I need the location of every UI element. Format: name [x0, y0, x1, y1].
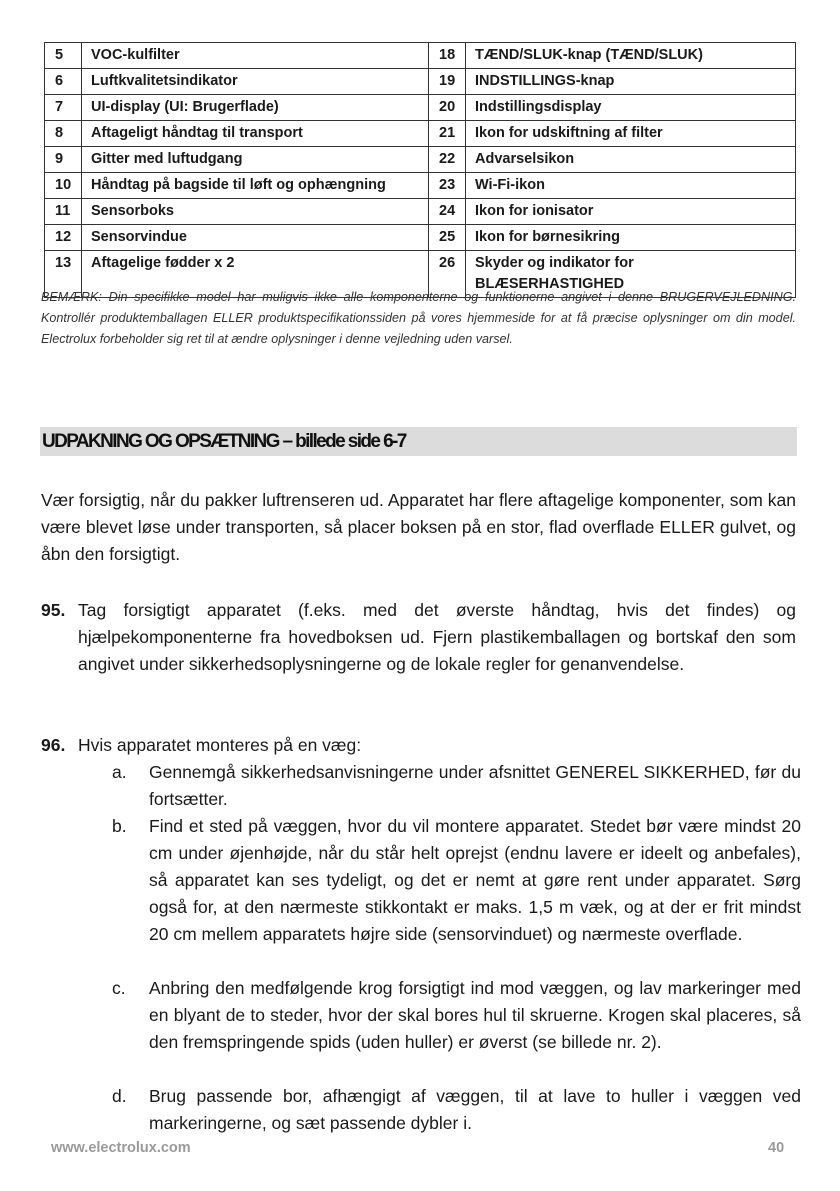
part-number: 21 — [429, 121, 466, 147]
footer-website: www.electrolux.com — [51, 1140, 191, 1156]
part-label: Indstillingsdisplay — [466, 95, 796, 121]
part-label: Wi-Fi-ikon — [466, 173, 796, 199]
part-label: Sensorvindue — [82, 225, 429, 251]
sub-item-text: Gennemgå sikkerhedsanvisningerne under afsnittet GENEREL SIKKERHED, før du fortsætter. — [149, 762, 801, 809]
part-number: 10 — [45, 173, 82, 199]
part-label: Skyder og indikator for BLÆSERHASTIGHED — [466, 251, 796, 298]
part-number: 9 — [45, 147, 82, 173]
part-label: Advarselsikon — [466, 147, 796, 173]
part-number: 6 — [45, 69, 82, 95]
table-row — [45, 147, 796, 173]
table-row — [45, 121, 796, 147]
sub-item-letter: c. — [112, 978, 126, 998]
part-number: 18 — [429, 43, 466, 69]
sub-item-letter: d. — [112, 1086, 127, 1106]
part-label: Gitter med luftudgang — [82, 147, 429, 173]
part-number: 24 — [429, 199, 466, 225]
part-label: UI-display (UI: Brugerflade) — [82, 95, 429, 121]
sub-item-text: Find et sted på væggen, hvor du vil montere apparatet. Stedet bør være mindst 20 cm under øjenhøjde, når du står helt oprejst (endnu lavere er ideelt og anbefales), så apparatet kan ses tydeligt, og det er nemt at gøre rent under apparatet. Sørg også for, at den nærmeste stikkontakt er maks. 1,5 m væk, og at der er frit mindst 20 cm mellem apparatets højre side (sensorvinduet) og nærmeste overflade. — [149, 816, 801, 944]
table-row — [45, 199, 796, 225]
step-96 — [41, 732, 796, 759]
part-number: 20 — [429, 95, 466, 121]
part-number: 12 — [45, 225, 82, 251]
part-number: 5 — [45, 43, 82, 69]
sub-item-c — [112, 975, 801, 1056]
part-label: Aftageligt håndtag til transport — [82, 121, 429, 147]
part-number: 25 — [429, 225, 466, 251]
sub-item-letter: a. — [112, 762, 127, 782]
part-number: 19 — [429, 69, 466, 95]
part-label: TÆND/SLUK-knap (TÆND/SLUK) — [466, 43, 796, 69]
part-label: VOC-kulfilter — [82, 43, 429, 69]
part-label: Ikon for børnesikring — [466, 225, 796, 251]
step-95 — [41, 597, 796, 678]
part-label: Håndtag på bagside til løft og ophængning — [82, 173, 429, 199]
sub-item-letter: b. — [112, 816, 127, 836]
step-text: Hvis apparatet monteres på en væg: — [78, 735, 362, 755]
step-number: 95. — [41, 600, 66, 620]
part-label: Ikon for udskiftning af filter — [466, 121, 796, 147]
table-row — [45, 95, 796, 121]
table-row — [45, 225, 796, 251]
part-label: Aftagelige fødder x 2 — [82, 251, 429, 298]
step-text: Tag forsigtigt apparatet (f.eks. med det øverste håndtag, hvis det findes) og hjælpekomponenterne fra hovedboksen ud. Fjern plastikemballagen og bortskaf den som angivet under sikkerhedsoplysningerne og de lokale regler for genanvendelse. — [78, 600, 796, 674]
part-label: INDSTILLINGS-knap — [466, 69, 796, 95]
part-number: 22 — [429, 147, 466, 173]
table-row — [45, 173, 796, 199]
disclaimer-note: BEMÆRK: Din specifikke model har muligvis ikke alle komponenterne og funktionerne angivet i denne BRUGERVEJLEDNING. Kontrollér produktemballagen ELLER produktspecifikationssiden på vores hjemmeside for at få præcise oplysninger om din model. Electrolux forbeholder sig ret til at ændre oplysninger i denne vejledning uden varsel. — [41, 290, 796, 346]
part-number: 7 — [45, 95, 82, 121]
sub-item-b — [112, 813, 801, 948]
part-label: Sensorboks — [82, 199, 429, 225]
part-number: 11 — [45, 199, 82, 225]
intro-paragraph: Vær forsigtig, når du pakker luftrenseren ud. Apparatet har flere aftagelige komponenter, som kan være blevet løse under transporten, så placer boksen på en stor, flad overflade ELLER gulvet, og åbn den forsigtigt. — [41, 490, 796, 564]
section-heading — [40, 427, 797, 456]
part-number: 13 — [45, 251, 82, 298]
table-row — [45, 43, 796, 69]
sub-item-text: Brug passende bor, afhængigt af væggen, til at lave to huller i væggen ved markeringerne, og sæt passende dybler i. — [149, 1086, 801, 1133]
sub-item-text: Anbring den medfølgende krog forsigtigt ind mod væggen, og lav markeringer med en blyant de to steder, hvor der skal bores hul til skruerne. Krogen skal placeres, så den fremspringende spids (uden huller) er øverst (se billede nr. 2). — [149, 978, 801, 1052]
parts-table — [44, 42, 796, 298]
page-number: 40 — [768, 1140, 785, 1156]
part-label: Luftkvalitetsindikator — [82, 69, 429, 95]
part-number: 23 — [429, 173, 466, 199]
part-label: Ikon for ionisator — [466, 199, 796, 225]
sub-item-a — [112, 759, 801, 813]
sub-item-d — [112, 1083, 801, 1137]
part-number: 8 — [45, 121, 82, 147]
part-number: 26 — [429, 251, 466, 298]
step-number: 96. — [41, 735, 66, 755]
section-heading-text: UDPAKNING OG OPSÆTNING – billede side 6-7 — [42, 431, 406, 452]
table-row — [45, 69, 796, 95]
